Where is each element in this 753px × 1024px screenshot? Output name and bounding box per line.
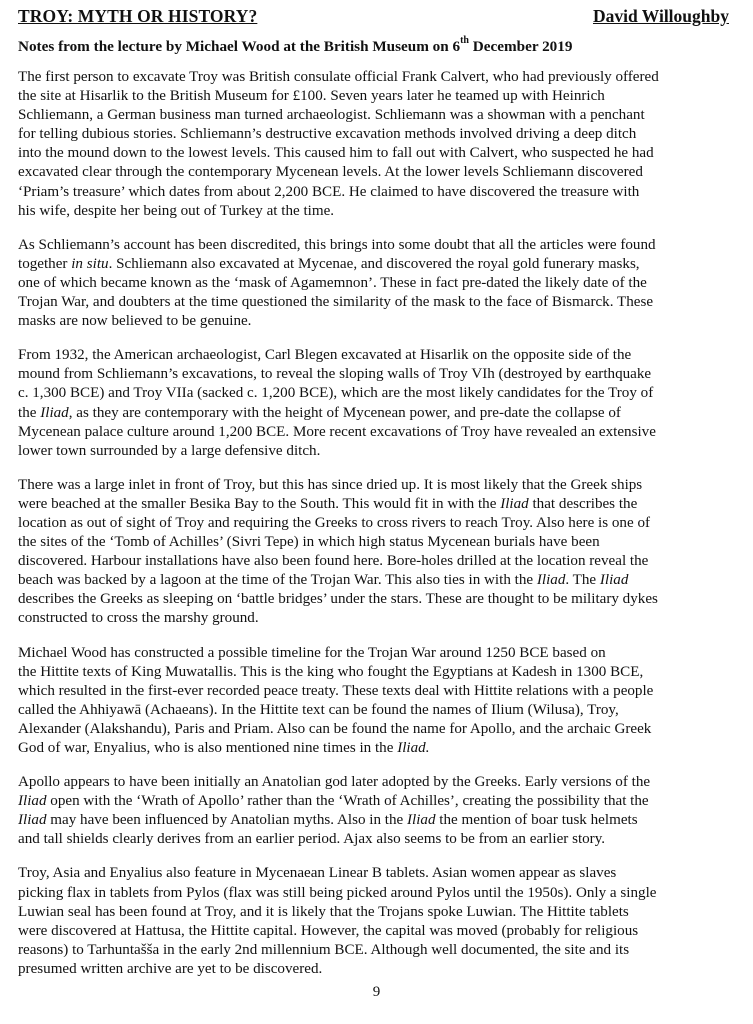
text-line xyxy=(18,274,740,293)
text-segment: constructed to cross the marshy ground. xyxy=(18,610,259,627)
text-segment: . The xyxy=(565,572,600,589)
text-segment: excavated clear through the contemporary Mycenean levels. At the lower levels Schliemann discovered xyxy=(18,164,643,181)
italic-text: Iliad. xyxy=(397,740,430,756)
text-segment: Schliemann, a German business man turned archaeologist. Schliemann was a showman with a penchant xyxy=(18,107,645,124)
text-line xyxy=(18,701,740,720)
text-line xyxy=(18,922,740,941)
text-segment: location as out of sight of Troy and requiring the Greeks to cross rivers to reach Troy. Also here is one of xyxy=(18,514,651,531)
text-line xyxy=(18,682,740,701)
page-number: 9 xyxy=(372,984,381,1000)
subtitle-text: Notes from the lecture by Michael Wood at the British Museum on 6 xyxy=(18,38,461,55)
author-name: David Willoughby xyxy=(592,6,729,26)
text-segment: The first person to excavate Troy was British consulate official Frank Calvert, who had previously offered xyxy=(18,69,659,85)
text-segment: mound from Schliemann’s excavations, to reveal the sloping walls of Troy VIh (destroyed by earthquake xyxy=(18,366,652,383)
page-title: TROY: MYTH OR HISTORY? xyxy=(18,6,258,26)
text-segment: one of which became known as the ‘mask of Agamemnon’. These in fact pre-dated the likely date of the xyxy=(18,274,647,291)
text-segment: presumed written archive are yet to be discovered. xyxy=(18,960,323,977)
paragraph-1 xyxy=(18,68,740,221)
text-segment: From 1932, the American archaeologist, Carl Blegen excavated at Hisarlik on the opposite side of the xyxy=(18,347,632,364)
text-line xyxy=(18,346,740,365)
italic-text: Iliad xyxy=(536,572,566,589)
text-segment: together xyxy=(18,255,72,272)
text-segment: discovered. Harbour installations have also been found here. Bore-holes drilled at the location reveal the xyxy=(18,553,649,570)
text-line xyxy=(18,163,740,182)
paragraph-3 xyxy=(18,346,740,461)
italic-text: Iliad xyxy=(599,572,629,589)
paragraph-5 xyxy=(18,644,740,759)
text-line xyxy=(18,365,740,384)
lecture-subtitle xyxy=(18,35,738,56)
text-segment: open with the ‘Wrath of Apollo’ rather than the ‘Wrath of Achilles’, creating the possibility that the xyxy=(46,793,649,810)
text-line xyxy=(18,864,740,883)
text-segment: c. 1,300 BCE) and Troy VIIa (sacked c. 1,200 BCE), which are the most likely candidates for the Troy of xyxy=(18,385,654,402)
text-line xyxy=(18,423,740,442)
italic-text: Iliad xyxy=(18,793,47,810)
text-segment: describes the Greeks as sleeping on ‘battle bridges’ under the stars. These are thought to be military dykes xyxy=(18,591,658,608)
text-line xyxy=(18,552,740,571)
text-segment: called the Ahhiyawā (Achaeans). In the Hittite text can be found the names of Ilium (Wilusa), Troy, xyxy=(18,701,619,718)
text-segment: masks are now believed to be genuine. xyxy=(18,313,252,330)
text-line xyxy=(18,106,740,125)
text-segment: Michael Wood has constructed a possible timeline for the Trojan War around 1250 BCE based on xyxy=(18,644,606,661)
text-segment: Troy, Asia and Enyalius also feature in Mycenaean Linear B tablets. Asian women appear as slaves xyxy=(18,865,617,882)
text-line xyxy=(18,495,740,514)
text-segment: the Hittite texts of King Muwatallis. This is the king who fought the Egyptians at Kadesh in 1300 BCE, xyxy=(18,663,644,680)
text-segment: which resulted in the first-ever recorded peace treaty. These texts deal with Hittite relations with a people xyxy=(18,682,654,699)
text-line xyxy=(18,144,740,163)
text-segment: . Schliemann also excavated at Mycenae, and discovered the royal gold funerary masks, xyxy=(108,255,640,272)
text-segment: Trojan War, and doubters at the time questioned the similarity of the mask to the face of Bismarck. These xyxy=(18,294,654,311)
text-segment: Mycenean palace culture around 1,200 BCE. More recent excavations of Troy have revealed an extensive xyxy=(18,423,656,440)
text-line xyxy=(18,663,740,682)
text-line xyxy=(18,720,740,739)
paragraph-4 xyxy=(18,476,740,629)
subtitle-text-end: December 2019 xyxy=(469,38,573,55)
text-segment: beach was backed by a lagoon at the time of the Trojan War. This also ties in with the xyxy=(18,572,537,589)
text-segment: reasons) to Tarhuntašša in the early 2nd millennium BCE. Although well documented, the site and its xyxy=(18,941,630,958)
text-line xyxy=(18,442,740,461)
text-line xyxy=(18,884,740,903)
paragraph-2 xyxy=(18,236,740,331)
text-segment: picking flax in tablets from Pylos (flax was still being picked around Pylos until the 1950s). Only a single xyxy=(18,884,657,901)
paragraph-6 xyxy=(18,773,740,849)
text-segment: were discovered at Hattusa, the Hittite capital. However, the capital was moved (probably for religious xyxy=(18,922,639,939)
text-line xyxy=(18,960,740,979)
text-line xyxy=(18,476,740,495)
text-segment: the mention of boar tusk helmets xyxy=(435,812,638,829)
text-segment: Apollo appears to have been initially an Anatolian god later adopted by the Greeks. Early versions of the xyxy=(18,774,651,791)
text-segment: As Schliemann’s account has been discredited, this brings into some doubt that all the articles were found xyxy=(18,236,656,253)
text-segment: and tall shields clearly derives from an earlier period. Ajax also seems to be from an earlier story. xyxy=(18,831,606,848)
article-body xyxy=(18,68,740,994)
text-line xyxy=(18,293,740,312)
text-segment: ‘Priam’s treasure’ which dates from about 2,200 BCE. He claimed to have discovered the treasure with xyxy=(18,183,640,200)
italic-text: Iliad xyxy=(18,812,47,829)
italic-text: Iliad xyxy=(407,812,436,829)
text-segment: , as they are contemporary with the height of Mycenean power, and pre-date the collapse of xyxy=(68,404,621,421)
text-segment: There was a large inlet in front of Troy, but this has since dried up. It is most likely that the Greek ships xyxy=(18,476,643,493)
text-line xyxy=(18,236,740,255)
text-line xyxy=(18,202,740,221)
paragraph-7 xyxy=(18,864,740,979)
text-line xyxy=(18,384,740,403)
text-line xyxy=(18,125,740,144)
italic-text: Iliad xyxy=(500,495,529,512)
text-segment: lower town surrounded by a large defensive ditch. xyxy=(18,442,321,459)
text-line xyxy=(18,404,740,423)
text-segment: into the mound down to the lowest levels. This caused him to fall out with Calvert, who suspected he had xyxy=(18,145,654,162)
text-line xyxy=(18,514,740,533)
text-line xyxy=(18,903,740,922)
text-segment: may have been influenced by Anatolian myths. Also in the xyxy=(46,812,408,829)
text-line xyxy=(18,312,740,331)
text-line xyxy=(18,739,740,758)
text-line xyxy=(18,830,740,849)
text-segment: were beached at the smaller Besika Bay to the South. This would fit in with the xyxy=(18,495,501,512)
text-line xyxy=(18,609,740,628)
italic-text: Iliad xyxy=(40,404,69,421)
text-segment: that describes the xyxy=(528,495,638,512)
text-segment: Alexander (Alakshandu), Paris and Priam. Also can be found the name for Apollo, and the archaic Greek xyxy=(18,720,652,737)
text-line xyxy=(18,644,740,663)
text-segment: the sites of the ‘Tomb of Achilles’ (Sivri Tepe) in which high status Mycenean burials have been xyxy=(18,534,600,551)
text-line xyxy=(18,773,740,792)
text-segment: the xyxy=(18,404,41,421)
text-line xyxy=(18,255,740,274)
text-line xyxy=(18,941,740,960)
text-line xyxy=(18,811,740,830)
text-line xyxy=(18,533,740,552)
text-segment: his wife, despite her being out of Turkey at the time. xyxy=(18,202,335,219)
italic-text: in situ xyxy=(71,255,109,272)
text-segment: God of war, Enyalius, who is also mentioned nine times in the xyxy=(18,740,398,756)
text-line xyxy=(18,68,740,87)
subtitle-ordinal-suffix: th xyxy=(460,35,469,46)
text-line xyxy=(18,590,740,609)
text-segment: Luwian seal has been found at Troy, and it is likely that the Trojans spoke Luwian. The Hittite tablets xyxy=(18,903,629,920)
text-line xyxy=(18,183,740,202)
text-line xyxy=(18,87,740,106)
text-line xyxy=(18,792,740,811)
text-segment: the site at Hisarlik to the British Museum for £100. Seven years later he teamed up with Heinrich xyxy=(18,88,605,105)
text-line xyxy=(18,571,740,590)
text-segment: for telling dubious stories. Schliemann’s destructive excavation methods involved driving a deep ditch xyxy=(18,126,637,143)
